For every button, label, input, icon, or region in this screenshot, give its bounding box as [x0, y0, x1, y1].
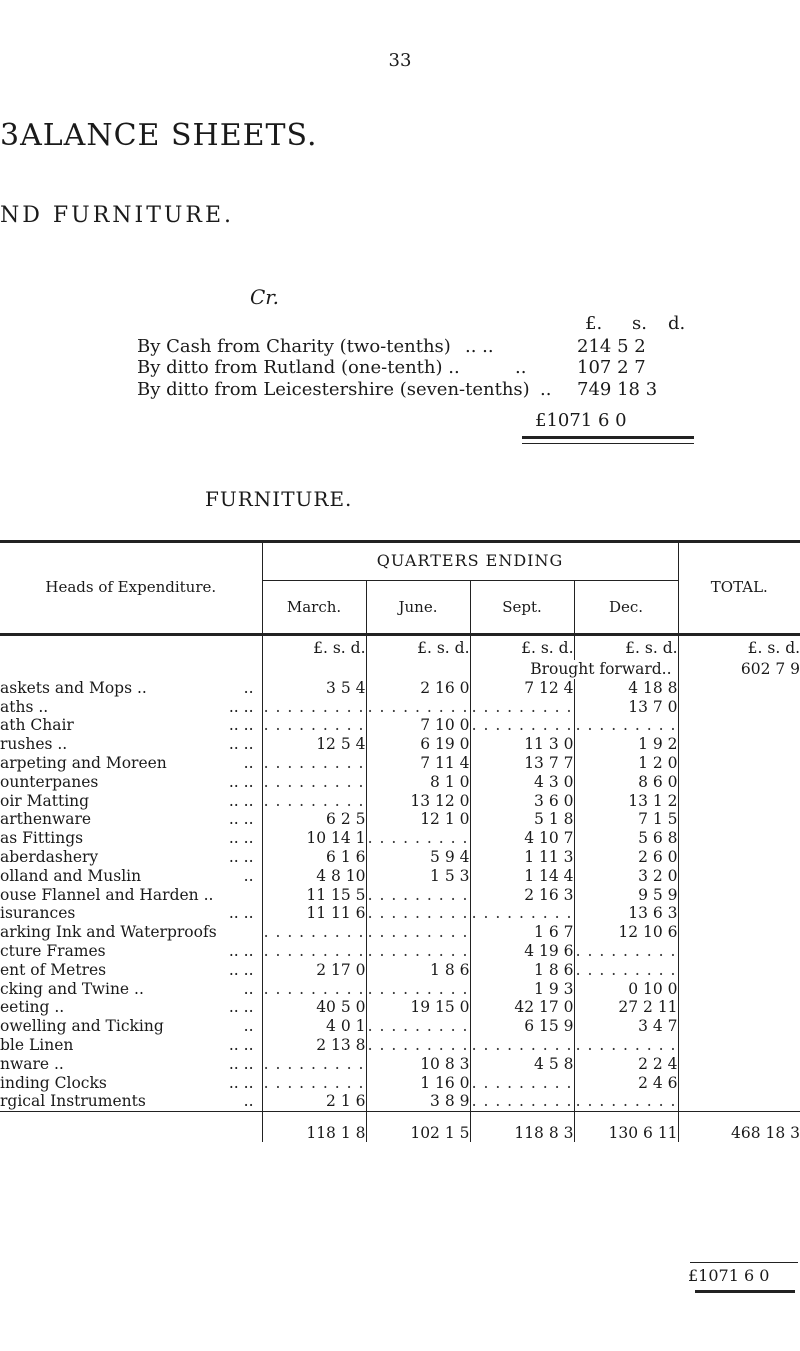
expenditure-head: cture Frames — [0, 941, 106, 960]
page-number: 33 — [388, 50, 412, 71]
amount-march: 4 8 10 — [262, 867, 366, 886]
empty-amount-dots: . . . . . . . . . — [367, 923, 469, 942]
leader-dots: .. .. — [228, 904, 254, 923]
expenditure-head: ath Chair — [0, 716, 74, 735]
amount-dec: 8 6 0 — [638, 772, 678, 791]
leader-dots: .. — [243, 1017, 254, 1036]
amount-sept: 3 6 0 — [470, 792, 574, 811]
credit-item-3: By ditto from Leicestershire (seven-tenths) — [137, 379, 530, 400]
amount-march: 12 5 4 — [262, 735, 366, 754]
row-total-blank — [678, 867, 800, 886]
expenditure-head: arthenware — [0, 810, 92, 829]
amount-sept: 4 10 7 — [470, 829, 574, 848]
amount-march: 4 0 1 — [262, 1017, 366, 1036]
amount-sept: 13 7 7 — [470, 754, 574, 773]
amount-june: 5 9 4 — [366, 848, 470, 867]
leader-dots: .. .. — [228, 716, 254, 735]
amount-sept: 11 3 0 — [470, 735, 574, 754]
amount-sept: 4 5 8 — [470, 1055, 574, 1074]
empty-amount-dots: . . . . . . . . . — [575, 1092, 677, 1111]
amount-sept: 1 8 6 — [470, 961, 574, 980]
credit-item-2: By ditto from Rutland (one-tenth) .. — [137, 357, 460, 378]
leader-dots: .. .. — [228, 772, 254, 791]
amount-march: 2 13 8 — [262, 1036, 366, 1055]
empty-amount-dots: . . . . . . . . . — [575, 960, 677, 979]
leader-dots: .. .. — [228, 960, 254, 979]
row-total-blank — [678, 698, 800, 717]
leader-dots: .. — [243, 753, 254, 772]
amount-june: 12 1 0 — [366, 810, 470, 829]
row-total-blank — [678, 1092, 800, 1111]
amount-sept: 1 14 4 — [470, 867, 574, 886]
empty-amount-dots: . . . . . . . . . — [575, 1035, 677, 1054]
row-total-blank — [678, 904, 800, 923]
empty-amount-dots: . . . . . . . . . — [263, 941, 365, 960]
quarter-june-header: June. — [366, 581, 470, 635]
credit-item-1: By Cash from Charity (two-tenths) — [137, 336, 451, 357]
leader-dots: .. .. — [228, 1035, 254, 1054]
row-total-blank — [678, 923, 800, 942]
expenditure-head: aths .. — [0, 697, 49, 716]
empty-amount-dots: . . . . . . . . . — [367, 979, 469, 998]
amount-dec: 13 6 3 — [628, 904, 678, 923]
expenditure-head: rushes .. — [0, 735, 68, 754]
amount-dec: 4 18 8 — [628, 678, 678, 697]
grand-total-rule — [690, 1262, 798, 1263]
amount-dec: 7 1 5 — [638, 810, 678, 829]
leader-dots: .. .. — [228, 697, 254, 716]
table-row — [0, 867, 800, 886]
row-total-blank — [678, 848, 800, 867]
row-total-blank — [678, 942, 800, 961]
expenditure-head: cking and Twine .. — [0, 979, 144, 998]
amount-june: 8 1 0 — [366, 773, 470, 792]
quarter-sept-header: Sept. — [470, 581, 574, 635]
empty-amount-dots: . . . . . . . . . — [575, 941, 677, 960]
table-row — [0, 735, 800, 754]
amount-sept: 4 19 6 — [470, 942, 574, 961]
amount-june: 6 19 0 — [366, 735, 470, 754]
empty-amount-dots: . . . . . . . . . — [367, 1035, 469, 1054]
row-total-blank — [678, 980, 800, 999]
page-title: 3ALANCE SHEETS. — [0, 118, 318, 153]
leader-dots: .. .. — [228, 829, 254, 848]
amount-march: 3 5 4 — [262, 679, 366, 698]
table-row — [0, 904, 800, 923]
table-row — [0, 1036, 800, 1055]
leader-dots: .. .. — [228, 791, 254, 810]
table-row — [0, 998, 800, 1017]
empty-amount-dots: . . . . . . . . . — [471, 1073, 573, 1092]
row-total-blank — [678, 886, 800, 905]
amount-june: 10 8 3 — [366, 1055, 470, 1074]
amount-sept: 2 16 3 — [470, 886, 574, 905]
leader-dots: .. .. — [228, 847, 254, 866]
expenditure-head: ble Linen — [0, 1035, 74, 1054]
table-row — [0, 961, 800, 980]
empty-amount-dots: . . . . . . . . . — [263, 716, 365, 735]
row-total-blank — [678, 773, 800, 792]
row-total-blank — [678, 998, 800, 1017]
expenditure-head: rgical Instruments — [0, 1092, 146, 1111]
table-row — [0, 716, 800, 735]
unit-blank — [0, 635, 262, 661]
empty-amount-dots: . . . . . . . . . — [263, 923, 365, 942]
empty-amount-dots: . . . . . . . . . — [471, 1092, 573, 1111]
row-total-blank — [678, 754, 800, 773]
expenditure-head: oir Matting — [0, 791, 90, 810]
expenditure-head: isurances — [0, 904, 76, 923]
row-total-blank — [678, 1055, 800, 1074]
empty-amount-dots: . . . . . . . . . — [263, 772, 365, 791]
row-total-blank — [678, 829, 800, 848]
amount-sept: 6 15 9 — [470, 1017, 574, 1036]
empty-amount-dots: . . . . . . . . . — [367, 904, 469, 923]
amount-dec: 13 7 0 — [628, 697, 678, 716]
amount-sept: 4 3 0 — [470, 773, 574, 792]
table-row — [0, 698, 800, 717]
empty-amount-dots: . . . . . . . . . — [367, 697, 469, 716]
empty-amount-dots: . . . . . . . . . — [367, 885, 469, 904]
empty-amount-dots: . . . . . . . . . — [263, 1073, 365, 1092]
amount-sept: 7 12 4 — [470, 679, 574, 698]
furniture-heading: FURNITURE. — [205, 487, 353, 511]
row-total-blank — [678, 961, 800, 980]
expenditure-head: ent of Metres — [0, 960, 107, 979]
table-row — [0, 980, 800, 999]
amount-dec: 5 6 8 — [638, 829, 678, 848]
table-row — [0, 679, 800, 698]
unit-june: £. s. d. — [366, 635, 470, 661]
table-row — [0, 810, 800, 829]
credit-item-2-dots: .. — [515, 357, 527, 378]
amount-sept: 5 1 8 — [470, 810, 574, 829]
amount-dec: 0 10 0 — [628, 979, 678, 998]
amount-march: 6 2 5 — [262, 810, 366, 829]
amount-march: 40 5 0 — [262, 998, 366, 1017]
amount-dec: 9 5 9 — [638, 885, 678, 904]
leader-dots: .. .. — [228, 810, 254, 829]
total-march: 118 1 8 — [262, 1112, 366, 1143]
expenditure-head: owelling and Ticking — [0, 1017, 164, 1036]
amount-march: 11 15 5 — [262, 886, 366, 905]
amount-march: 6 1 6 — [262, 848, 366, 867]
leader-dots: .. — [243, 678, 254, 697]
empty-amount-dots: . . . . . . . . . — [263, 1054, 365, 1073]
total-dec: 130 6 11 — [608, 1124, 678, 1143]
expenditure-head: arpeting and Moreen — [0, 753, 167, 772]
credit-unit-pounds: £. — [585, 313, 603, 334]
quarters-ending-header: QUARTERS ENDING — [262, 540, 678, 581]
amount-march: 2 17 0 — [262, 961, 366, 980]
brought-forward-total: 602 7 9 — [678, 660, 800, 679]
amount-june: 7 10 0 — [366, 716, 470, 735]
expenditure-head: nware .. — [0, 1054, 64, 1073]
unit-sept: £. s. d. — [470, 635, 574, 661]
amount-june: 1 5 3 — [366, 867, 470, 886]
row-total-blank — [678, 716, 800, 735]
amount-june: 19 15 0 — [366, 998, 470, 1017]
credit-total-rule — [522, 436, 694, 444]
empty-amount-dots: . . . . . . . . . — [263, 791, 365, 810]
empty-amount-dots: . . . . . . . . . — [471, 1035, 573, 1054]
amount-june: 1 16 0 — [366, 1074, 470, 1093]
expenditure-head: inding Clocks — [0, 1073, 107, 1092]
expenditure-head: ounterpanes — [0, 772, 99, 791]
leader-dots: .. — [243, 1092, 254, 1111]
amount-june: 1 8 6 — [366, 961, 470, 980]
amount-dec: 2 2 4 — [638, 1054, 678, 1073]
leader-dots: .. — [243, 866, 254, 885]
credit-item-3-amount: 749 18 3 — [577, 379, 658, 400]
row-total-blank — [678, 735, 800, 754]
credit-item-2-amount: 107 2 7 — [577, 357, 646, 378]
row-total-blank — [678, 1074, 800, 1093]
empty-amount-dots: . . . . . . . . . — [263, 753, 365, 772]
credit-item-1-amount: 214 5 2 — [577, 336, 646, 357]
amount-march: 10 14 1 — [262, 829, 366, 848]
furniture-expenditure-table — [0, 540, 800, 1142]
total-sept: 118 8 3 — [470, 1112, 574, 1143]
table-row — [0, 1055, 800, 1074]
table-row — [0, 942, 800, 961]
empty-amount-dots: . . . . . . . . . — [263, 979, 365, 998]
empty-amount-dots: . . . . . . . . . — [367, 941, 469, 960]
amount-june: 13 12 0 — [366, 792, 470, 811]
table-row — [0, 773, 800, 792]
page-subtitle: ND FURNITURE. — [0, 203, 235, 228]
expenditure-head: as Fittings — [0, 829, 84, 848]
expenditure-head: arking Ink and Waterproofs — [0, 923, 217, 942]
unit-march: £. s. d. — [262, 635, 366, 661]
expenditure-head: ouse Flannel and Harden .. — [0, 885, 214, 904]
unit-dec: £. s. d. — [625, 639, 678, 657]
empty-amount-dots: . . . . . . . . . — [471, 904, 573, 923]
grand-total: £1071 6 0 — [688, 1266, 770, 1285]
expenditure-head: aberdashery — [0, 847, 99, 866]
leader-dots: .. .. — [228, 998, 254, 1017]
amount-june: 7 11 4 — [366, 754, 470, 773]
amount-sept: 1 6 7 — [470, 923, 574, 942]
amount-dec: 1 9 2 — [638, 735, 678, 754]
amount-march: 11 11 6 — [262, 904, 366, 923]
amount-march: 2 1 6 — [262, 1092, 366, 1111]
credit-label: Cr. — [250, 285, 280, 309]
amount-june: 3 8 9 — [366, 1092, 470, 1111]
credit-total: £1071 6 0 — [535, 410, 627, 431]
amount-dec: 2 6 0 — [638, 847, 678, 866]
table-row — [0, 886, 800, 905]
amount-dec: 12 10 6 — [618, 923, 678, 942]
expenditure-head: olland and Muslin — [0, 866, 142, 885]
row-total-blank — [678, 1017, 800, 1036]
table-row — [0, 1074, 800, 1093]
empty-amount-dots: . . . . . . . . . — [575, 716, 677, 735]
quarter-dec-header: Dec. — [608, 598, 644, 616]
quarter-march-header: March. — [262, 581, 366, 635]
expenditure-head: eeting .. — [0, 998, 65, 1017]
leader-dots: .. .. — [228, 1054, 254, 1073]
table-row — [0, 829, 800, 848]
amount-dec: 3 4 7 — [638, 1017, 678, 1036]
table-row — [0, 792, 800, 811]
amount-dec: 3 2 0 — [638, 866, 678, 885]
empty-amount-dots: . . . . . . . . . — [367, 829, 469, 848]
heads-of-expenditure-header: Heads of Expenditure. — [0, 540, 262, 635]
table-row — [0, 1017, 800, 1036]
credit-unit-shillings: s. — [632, 313, 647, 334]
amount-sept: 1 11 3 — [470, 848, 574, 867]
table-row — [0, 923, 800, 942]
credit-item-3-dots: .. — [540, 379, 552, 400]
empty-amount-dots: . . . . . . . . . — [471, 716, 573, 735]
table-row — [0, 1092, 800, 1111]
empty-amount-dots: . . . . . . . . . — [263, 697, 365, 716]
amount-dec: 27 2 11 — [618, 998, 678, 1017]
total-header: TOTAL. — [678, 540, 800, 635]
row-total-blank — [678, 792, 800, 811]
total-june: 102 1 5 — [366, 1112, 470, 1143]
grand-total-double-rule — [695, 1290, 795, 1293]
credit-unit-pence: d. — [668, 313, 686, 334]
amount-sept: 1 9 3 — [470, 980, 574, 999]
amount-dec: 1 2 0 — [638, 753, 678, 772]
leader-dots: .. .. — [228, 735, 254, 754]
row-total-blank — [678, 810, 800, 829]
table-row — [0, 848, 800, 867]
expenditure-head: askets and Mops .. — [0, 678, 147, 697]
amount-sept: 42 17 0 — [470, 998, 574, 1017]
empty-amount-dots: . . . . . . . . . — [367, 1017, 469, 1036]
table-row — [0, 754, 800, 773]
leader-dots: .. — [243, 979, 254, 998]
row-total-blank — [678, 679, 800, 698]
total-all: 468 18 3 — [678, 1112, 800, 1143]
amount-june: 2 16 0 — [366, 679, 470, 698]
leader-dots: .. .. — [228, 941, 254, 960]
credit-item-1-dots: .. .. — [465, 336, 494, 357]
amount-dec: 2 4 6 — [638, 1073, 678, 1092]
empty-amount-dots: . . . . . . . . . — [471, 697, 573, 716]
row-total-blank — [678, 1036, 800, 1055]
amount-dec: 13 1 2 — [628, 791, 678, 810]
brought-forward-label: Brought forward.. — [530, 660, 672, 678]
leader-dots: .. .. — [228, 1073, 254, 1092]
unit-total: £. s. d. — [678, 635, 800, 661]
